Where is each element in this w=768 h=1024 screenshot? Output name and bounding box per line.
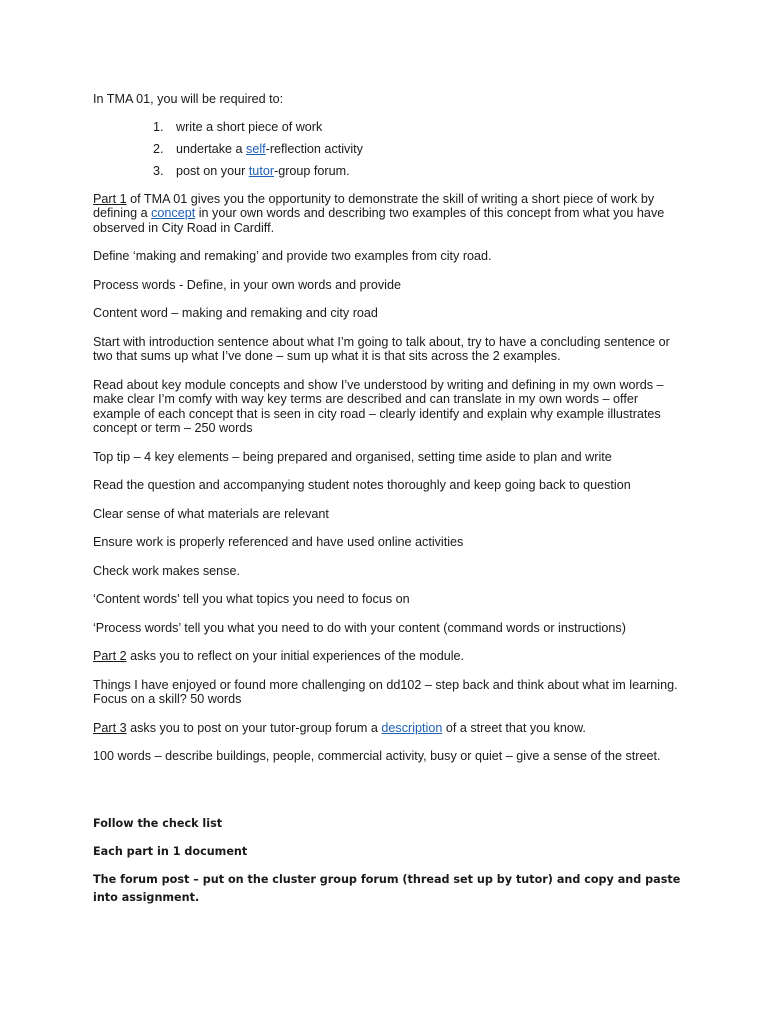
paragraph-things-enjoyed: Things I have enjoyed or found more challenging on dd102 – step back and think about what im learning. Focus on a skill? 50 words bbox=[93, 677, 678, 706]
paragraph-key-concepts: Read about key module concepts and show I’ve understood by writing and defining in my own words – make clear I’m comfy with way key terms are described and can translate in my own words – offer example of each concept that is seen in city road – clearly identify and explain why example illustrates concept or term – 250 words bbox=[93, 377, 664, 435]
list-text: undertake a bbox=[176, 141, 247, 156]
paragraph-read-question: Read the question and accompanying student notes thoroughly and keep going back to question bbox=[93, 478, 631, 492]
document-body bbox=[93, 92, 683, 778]
task-list bbox=[93, 120, 683, 186]
checklist-notes bbox=[93, 815, 683, 917]
part3-label: Part 3 bbox=[93, 720, 127, 735]
paragraph-content-word: Content word – making and remaking and city road bbox=[93, 306, 378, 320]
list-item bbox=[93, 164, 683, 186]
list-number: 1. bbox=[153, 119, 164, 134]
intro-text: In TMA 01, you will be required to: bbox=[93, 92, 284, 106]
paragraph-process-words: Process words - Define, in your own words and provide bbox=[93, 277, 401, 292]
list-text: -group forum. bbox=[274, 163, 350, 178]
list-text: post on your bbox=[176, 163, 249, 178]
self-link[interactable]: self bbox=[246, 141, 266, 156]
part2-label: Part 2 bbox=[93, 649, 127, 663]
paragraph-top-tip: Top tip – 4 key elements – being prepared and organised, setting time aside to plan and write bbox=[93, 449, 612, 464]
part1-text-end: in your own words and describing two examples of this concept from what you have observed in City Road in Cardiff. bbox=[93, 206, 665, 235]
paragraph-hundred-words: 100 words – describe buildings, people, commercial activity, busy or quiet – give a sense of the street. bbox=[93, 749, 661, 763]
list-number: 3. bbox=[153, 163, 164, 178]
paragraph-process-words-tip: ‘Process words’ tell you what you need to do with your content (command words or instructions) bbox=[93, 620, 626, 635]
tutor-link[interactable]: tutor bbox=[248, 163, 275, 178]
list-text: write a short piece of work bbox=[176, 119, 323, 134]
paragraph-check-work: Check work makes sense. bbox=[93, 563, 240, 578]
list-number: 2. bbox=[153, 141, 164, 156]
list-text: -reflection activity bbox=[265, 141, 363, 156]
list-item bbox=[93, 120, 683, 142]
forum-post-text: The forum post – put on the cluster group forum (thread set up by tutor) and copy and paste into assignment. bbox=[93, 873, 681, 904]
part1-label: Part 1 bbox=[93, 191, 127, 206]
paragraph-referenced: Ensure work is properly referenced and have used online activities bbox=[93, 535, 464, 549]
part1-text: of TMA 01 gives you the opportunity to demonstrate the skill of writing a short piece of work by defining a bbox=[93, 191, 655, 220]
list-item bbox=[93, 142, 683, 164]
each-part-text: Each part in 1 document bbox=[93, 845, 248, 858]
description-link[interactable]: description bbox=[381, 720, 443, 735]
paragraph-materials: Clear sense of what materials are relevant bbox=[93, 506, 329, 521]
part2-paragraph bbox=[93, 649, 683, 664]
paragraph-introduction: Start with introduction sentence about what I’m going to talk about, try to have a concluding sentence or two that sums up what I’ve done – sum up what it is that sits across the 2 examples. bbox=[93, 334, 670, 363]
part2-text: asks you to reflect on your initial experiences of the module. bbox=[126, 649, 465, 663]
part3-text-end: of a street that you know. bbox=[442, 720, 586, 735]
part3-paragraph bbox=[93, 721, 683, 736]
part3-text: asks you to post on your tutor-group forum a bbox=[126, 720, 382, 735]
paragraph-content-words: ‘Content words’ tell you what topics you need to focus on bbox=[93, 592, 410, 606]
paragraph-define: Define ‘making and remaking’ and provide two examples from city road. bbox=[93, 249, 492, 263]
follow-checklist-text: Follow the check list bbox=[93, 817, 223, 830]
concept-link[interactable]: concept bbox=[151, 206, 196, 220]
part1-paragraph bbox=[93, 192, 683, 236]
